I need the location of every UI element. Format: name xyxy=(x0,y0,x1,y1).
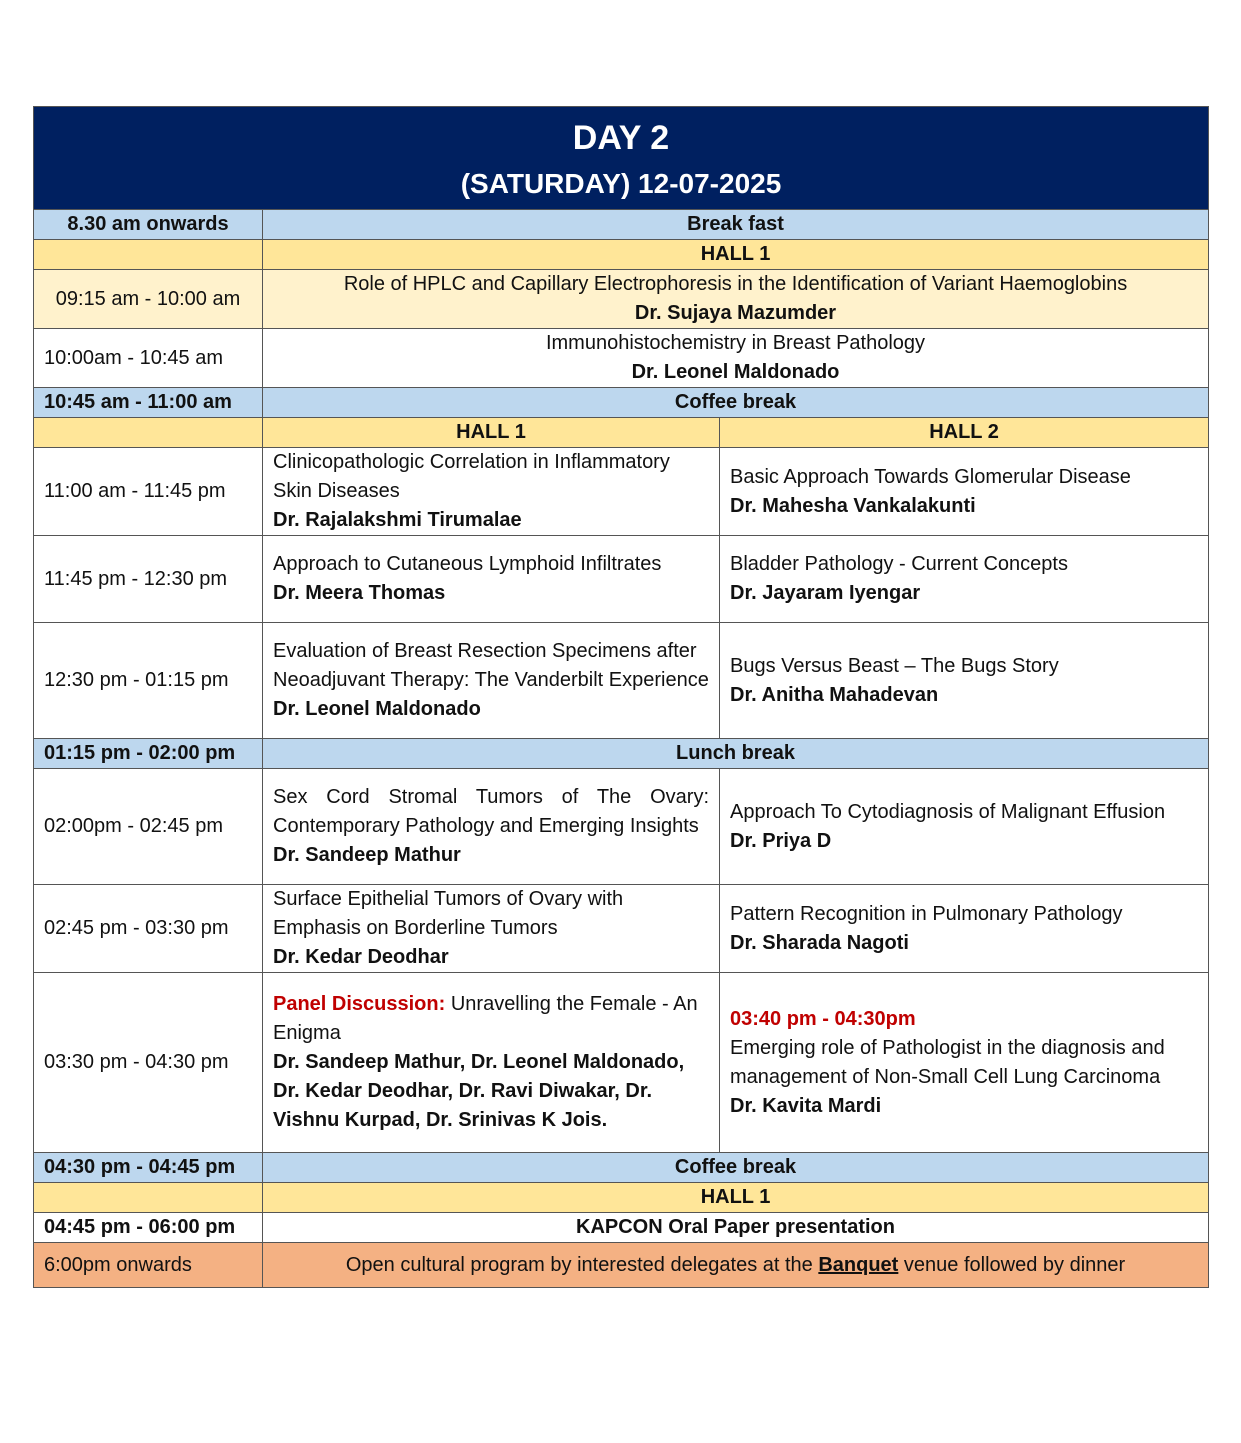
hall1-session xyxy=(263,885,720,973)
day-header-row xyxy=(34,107,1209,210)
time-cell: 09:15 am - 10:00 am xyxy=(34,270,263,329)
hall1-session xyxy=(263,536,720,623)
time-cell: 04:30 pm - 04:45 pm xyxy=(34,1153,263,1183)
session-time-note: 03:40 pm - 04:30pm xyxy=(730,1007,916,1030)
break-label: Coffee break xyxy=(263,388,1209,418)
session-title: Emerging role of Pathologist in the diagnosis and management of Non-Small Cell Lung Carcinoma xyxy=(730,1036,1165,1088)
break-label: Coffee break xyxy=(263,1153,1209,1183)
empty-cell xyxy=(34,418,263,448)
session-title: Sex Cord Stromal Tumors of The Ovary: Contemporary Pathology and Emerging Insights xyxy=(273,786,709,837)
break-label: Lunch break xyxy=(263,739,1209,769)
speaker-name: Dr. Leonel Maldonado xyxy=(631,361,840,383)
session-title: Clinicopathologic Correlation in Inflammatory Skin Diseases xyxy=(273,451,670,502)
session-title: Evaluation of Breast Resection Specimens after Neoadjuvant Therapy: The Vanderbilt Experience xyxy=(273,640,709,691)
session-cell xyxy=(263,270,1209,329)
hall1-session xyxy=(263,973,720,1153)
speaker-name: Dr. Kedar Deodhar xyxy=(273,946,449,968)
time-cell: 01:15 pm - 02:00 pm xyxy=(34,739,263,769)
hall1-session xyxy=(263,623,720,739)
time-cell: 6:00pm onwards xyxy=(34,1243,263,1288)
time-cell: 12:30 pm - 01:15 pm xyxy=(34,623,263,739)
hall-label: HALL 1 xyxy=(263,240,1209,270)
speaker-name: Dr. Sandeep Mathur, Dr. Leonel Maldonado, Dr. Kedar Deodhar, Dr. Ravi Diwakar, Dr. Vishnu Kurpad, Dr. Srinivas K Jois. xyxy=(273,1051,685,1131)
session-title: Basic Approach Towards Glomerular Disease xyxy=(730,465,1131,488)
table-row xyxy=(34,536,1209,623)
time-cell: 02:45 pm - 03:30 pm xyxy=(34,885,263,973)
session-title xyxy=(273,990,709,1048)
speaker-name: Dr. Leonel Maldonado xyxy=(273,698,481,720)
time-cell: 03:30 pm - 04:30 pm xyxy=(34,973,263,1153)
hall-header-row xyxy=(34,240,1209,270)
table-row xyxy=(34,448,1209,536)
hall-label: HALL 1 xyxy=(263,1183,1209,1213)
time-cell: 04:45 pm - 06:00 pm xyxy=(34,1213,263,1243)
day-header xyxy=(34,107,1209,210)
day-date: (SATURDAY) 12-07-2025 xyxy=(460,168,782,199)
session-title: Immunohistochemistry in Breast Pathology xyxy=(545,332,926,354)
table-row xyxy=(34,1243,1209,1288)
speaker-name: Dr. Sujaya Mazumder xyxy=(634,302,837,324)
table-row xyxy=(34,739,1209,769)
session-title: Bugs Versus Beast – The Bugs Story xyxy=(730,654,1059,677)
time-cell: 8.30 am onwards xyxy=(34,210,263,240)
hall1-label: HALL 1 xyxy=(263,418,720,448)
time-cell: 11:45 pm - 12:30 pm xyxy=(34,536,263,623)
panel-label: Panel Discussion: xyxy=(273,993,446,1015)
speaker-name: Dr. Jayaram Iyengar xyxy=(730,582,921,604)
speaker-name: Dr. Kavita Mardi xyxy=(730,1094,882,1117)
hall2-label: HALL 2 xyxy=(720,418,1209,448)
hall1-session xyxy=(263,448,720,536)
session-title: Approach To Cytodiagnosis of Malignant Effusion xyxy=(730,800,1166,823)
time-cell: 10:45 am - 11:00 am xyxy=(34,388,263,418)
time-cell: 10:00am - 10:45 am xyxy=(34,329,263,388)
hall-header-row xyxy=(34,418,1209,448)
speaker-name: Dr. Meera Thomas xyxy=(273,582,446,604)
empty-cell xyxy=(34,240,263,270)
time-cell: 02:00pm - 02:45 pm xyxy=(34,769,263,885)
hall-header-row xyxy=(34,1183,1209,1213)
time-cell: 11:00 am - 11:45 pm xyxy=(34,448,263,536)
table-row xyxy=(34,270,1209,329)
hall2-session xyxy=(720,769,1209,885)
hall2-session xyxy=(720,623,1209,739)
speaker-name: Dr. Sharada Nagoti xyxy=(730,931,909,954)
table-row xyxy=(34,769,1209,885)
cultural-text-pre: Open cultural program by interested delegates at the xyxy=(345,1253,819,1276)
hall1-session xyxy=(263,769,720,885)
hall2-session xyxy=(720,536,1209,623)
day-title: DAY 2 xyxy=(572,119,670,157)
table-row xyxy=(34,1153,1209,1183)
panel-title: Unravelling the Female - An Enigma xyxy=(273,993,698,1044)
schedule-table xyxy=(33,106,1209,1288)
table-row xyxy=(34,973,1209,1153)
session-title: Bladder Pathology - Current Concepts xyxy=(730,553,1068,575)
session-cell xyxy=(263,329,1209,388)
hall2-session xyxy=(720,448,1209,536)
table-row xyxy=(34,1213,1209,1243)
session-title: Approach to Cutaneous Lymphoid Infiltrates xyxy=(273,553,662,575)
hall2-session xyxy=(720,973,1209,1153)
session-title: KAPCON Oral Paper presentation xyxy=(263,1213,1209,1243)
speaker-name: Dr. Mahesha Vankalakunti xyxy=(730,494,976,517)
speaker-name: Dr. Rajalakshmi Tirumalae xyxy=(273,509,522,531)
session-title: Role of HPLC and Capillary Electrophoresis in the Identification of Variant Haemoglobins xyxy=(343,273,1128,295)
empty-cell xyxy=(34,1183,263,1213)
hall2-session xyxy=(720,885,1209,973)
table-row xyxy=(34,885,1209,973)
cultural-program xyxy=(263,1243,1209,1288)
table-row xyxy=(34,623,1209,739)
speaker-name: Dr. Sandeep Mathur xyxy=(273,844,461,866)
table-row xyxy=(34,388,1209,418)
break-label: Break fast xyxy=(263,210,1209,240)
session-title: Pattern Recognition in Pulmonary Pathology xyxy=(730,902,1123,925)
speaker-name: Dr. Anitha Mahadevan xyxy=(730,683,939,706)
table-row xyxy=(34,329,1209,388)
session-title: Surface Epithelial Tumors of Ovary with Emphasis on Borderline Tumors xyxy=(273,888,624,939)
table-row xyxy=(34,210,1209,240)
banquet-venue: Banquet xyxy=(818,1253,899,1276)
speaker-name: Dr. Priya D xyxy=(730,829,832,852)
cultural-text-post: venue followed by dinner xyxy=(898,1253,1126,1276)
